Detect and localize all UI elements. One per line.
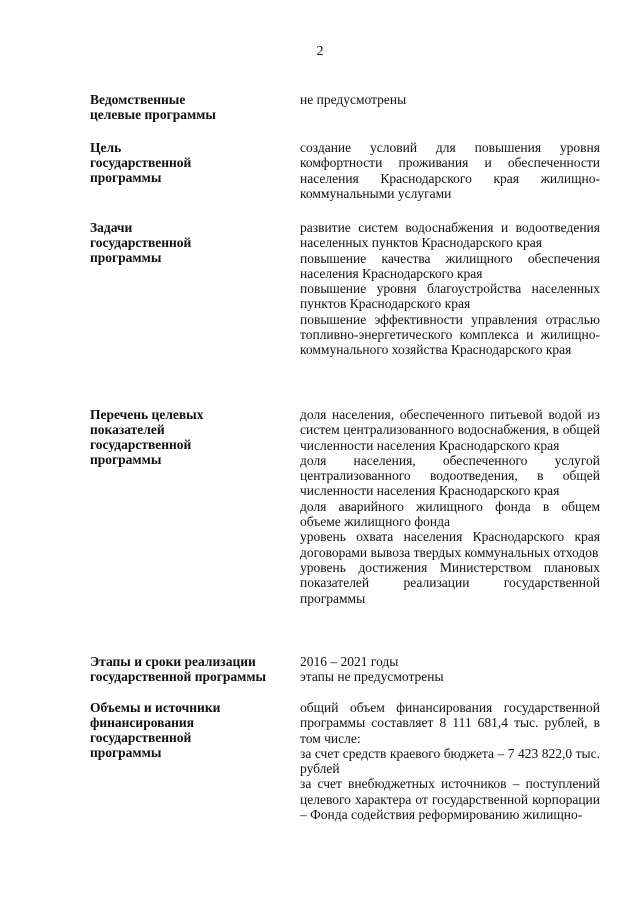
row-value [300,220,600,358]
row-label [90,407,295,467]
label-line: программы [90,250,162,265]
label-line: Задачи [90,220,133,235]
value-paragraph: доля населения, обеспеченного услугой централизованного водоотведения, в общей численности населения Краснодарского края [300,452,600,499]
label-line: государственной программы [90,669,267,684]
label-line: государственной [90,730,192,745]
value-paragraph: 2016 – 2021 годы [300,654,399,669]
value-paragraph: доля населения, обеспеченного питьевой водой из систем централизованного водоснабжения, в общей численности населения Краснодарского края [300,407,600,453]
value-paragraph: доля аварийного жилищного фонда в общем объеме жилищного фонда [300,498,600,530]
value-paragraph: повышение эффективности управления отраслью топливно-энергетического комплекса и жилищно-коммунального хозяйства Краснодарского края [300,311,600,358]
row-value [300,654,600,685]
label-line: государственной [90,155,192,170]
row-value [300,92,600,107]
row-value [300,407,600,606]
label-line: государственной [90,235,192,250]
value-paragraph: повышение качества жилищного обеспечения населения Краснодарского края [300,250,600,281]
value-paragraph: повышение уровня благоустройства населенных пунктов Краснодарского края [300,281,600,312]
label-line: Этапы и сроки реализации [90,654,256,669]
row-value [300,140,600,201]
label-line: Объемы и источники [90,700,221,715]
row-value [300,700,600,822]
value-paragraph: уровень охвата населения Краснодарского края договорами вывоза твердых коммунальных отходов [300,529,600,560]
row-label [90,220,295,265]
page-number: 2 [316,44,324,59]
row-label [90,654,295,684]
label-line: программы [90,170,162,185]
row-label [90,700,295,760]
value-paragraph: не предусмотрены [300,92,407,107]
row-label [90,92,295,122]
label-line: программы [90,745,162,760]
value-paragraph: этапы не предусмотрены [300,669,444,685]
value-paragraph: создание условий для повышения уровня комфортности проживания и обеспеченности населения Краснодарского края жилищно-коммунальными услугами [300,140,600,201]
row-label [90,140,295,185]
label-line: программы [90,452,162,467]
value-paragraph: уровень достижения Министерством плановых показателей реализации государственной программы [300,559,600,606]
label-line: государственной [90,437,192,452]
label-line: Ведомственные [90,92,186,107]
value-paragraph: за счет средств краевого бюджета – 7 423 822,0 тыс. рублей [300,745,600,777]
label-line: финансирования [90,715,195,730]
value-paragraph: за счет внебюджетных источников – поступлений целевого характера от государственной корпорации – Фонда содействия реформированию жилищно- [300,776,600,823]
label-line: Перечень целевых [90,407,204,422]
label-line: Цель [90,140,122,155]
value-paragraph: развитие систем водоснабжения и водоотведения населенных пунктов Краснодарского края [300,220,600,251]
label-line: показателей [90,422,165,437]
label-line: целевые программы [90,107,216,122]
value-paragraph: общий объем финансирования государственной программы составляет 8 111 681,4 тыс. рублей, в том числе: [300,700,600,746]
